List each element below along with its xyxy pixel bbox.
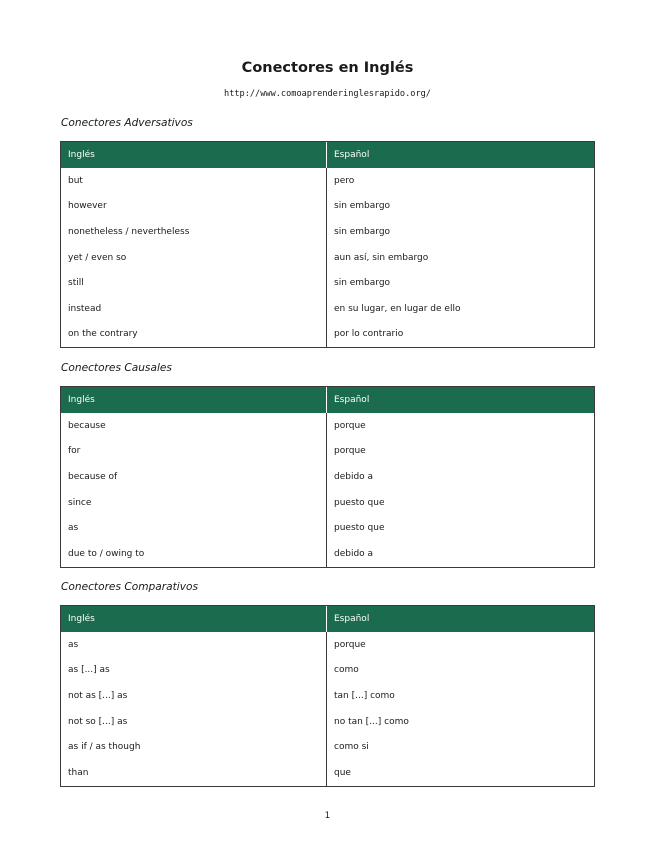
table-row bbox=[61, 270, 594, 296]
table-row bbox=[61, 541, 594, 567]
cell-espanol: porque bbox=[334, 446, 366, 457]
cell-ingles: as bbox=[61, 515, 327, 541]
cell-espanol: debido a bbox=[334, 471, 374, 482]
cell-ingles: for bbox=[61, 439, 327, 465]
table-row bbox=[61, 168, 594, 194]
table-row bbox=[61, 515, 594, 541]
table-header bbox=[61, 606, 594, 632]
table-row bbox=[61, 219, 594, 245]
section-title-comparativos: Conectores Comparativos bbox=[61, 581, 198, 593]
table-row bbox=[61, 322, 594, 348]
cell-espanol: como si bbox=[334, 742, 369, 753]
cell-espanol: en su lugar, en lugar de ello bbox=[334, 303, 461, 314]
table-header bbox=[61, 387, 594, 413]
cell-ingles: as bbox=[61, 632, 327, 658]
cell-espanol: sin embargo bbox=[334, 201, 391, 212]
cell-espanol: porque bbox=[334, 639, 366, 650]
header-ingles: Inglés bbox=[61, 142, 327, 168]
cell-espanol: no tan [...] como bbox=[334, 716, 409, 727]
cell-ingles: as if / as though bbox=[61, 734, 327, 760]
section-title-adversativos: Conectores Adversativos bbox=[61, 117, 193, 129]
table-row bbox=[61, 296, 594, 322]
table-row bbox=[61, 709, 594, 735]
table-row bbox=[61, 245, 594, 271]
table-row bbox=[61, 632, 594, 658]
source-url[interactable]: http://www.comoaprenderinglesrapido.org/ bbox=[224, 89, 431, 99]
header-espanol: Español bbox=[334, 614, 370, 624]
cell-ingles: because bbox=[61, 413, 327, 439]
cell-ingles: yet / even so bbox=[61, 245, 327, 271]
table-row bbox=[61, 194, 594, 220]
cell-espanol: como bbox=[334, 665, 359, 676]
cell-espanol: debido a bbox=[334, 548, 374, 559]
page-number: 1 bbox=[324, 811, 331, 821]
table-comparativos bbox=[60, 605, 595, 787]
cell-ingles: however bbox=[61, 194, 327, 220]
table-row bbox=[61, 464, 594, 490]
cell-espanol: que bbox=[334, 767, 351, 778]
table-row bbox=[61, 490, 594, 516]
header-ingles: Inglés bbox=[61, 387, 327, 413]
cell-ingles: on the contrary bbox=[61, 322, 327, 348]
cell-ingles: as [...] as bbox=[61, 658, 327, 684]
cell-espanol: puesto que bbox=[334, 497, 385, 508]
cell-ingles: nonetheless / nevertheless bbox=[61, 219, 327, 245]
header-ingles: Inglés bbox=[61, 606, 327, 632]
table-row bbox=[61, 734, 594, 760]
table-adversativos bbox=[60, 141, 595, 348]
cell-espanol: por lo contrario bbox=[334, 329, 404, 340]
cell-ingles: still bbox=[61, 270, 327, 296]
cell-espanol: puesto que bbox=[334, 523, 385, 534]
table-row bbox=[61, 658, 594, 684]
cell-espanol: porque bbox=[334, 420, 366, 431]
table-causales bbox=[60, 386, 595, 568]
section-title-causales: Conectores Causales bbox=[61, 362, 172, 374]
table-row bbox=[61, 760, 594, 786]
cell-ingles: not as [...] as bbox=[61, 683, 327, 709]
cell-espanol: tan [...] como bbox=[334, 690, 395, 701]
cell-ingles: than bbox=[61, 760, 327, 786]
cell-ingles: due to / owing to bbox=[61, 541, 327, 567]
cell-ingles: but bbox=[61, 168, 327, 194]
cell-espanol: sin embargo bbox=[334, 226, 391, 237]
cell-ingles: not so [...] as bbox=[61, 709, 327, 735]
header-espanol: Español bbox=[334, 150, 370, 160]
cell-ingles: because of bbox=[61, 464, 327, 490]
table-header bbox=[61, 142, 594, 168]
header-espanol: Español bbox=[334, 395, 370, 405]
cell-ingles: instead bbox=[61, 296, 327, 322]
cell-ingles: since bbox=[61, 490, 327, 516]
cell-espanol: sin embargo bbox=[334, 278, 391, 289]
table-row bbox=[61, 683, 594, 709]
table-row bbox=[61, 413, 594, 439]
cell-espanol: aun así, sin embargo bbox=[334, 252, 429, 263]
page-title: Conectores en Inglés bbox=[241, 60, 414, 76]
cell-espanol: pero bbox=[334, 175, 355, 186]
table-row bbox=[61, 439, 594, 465]
